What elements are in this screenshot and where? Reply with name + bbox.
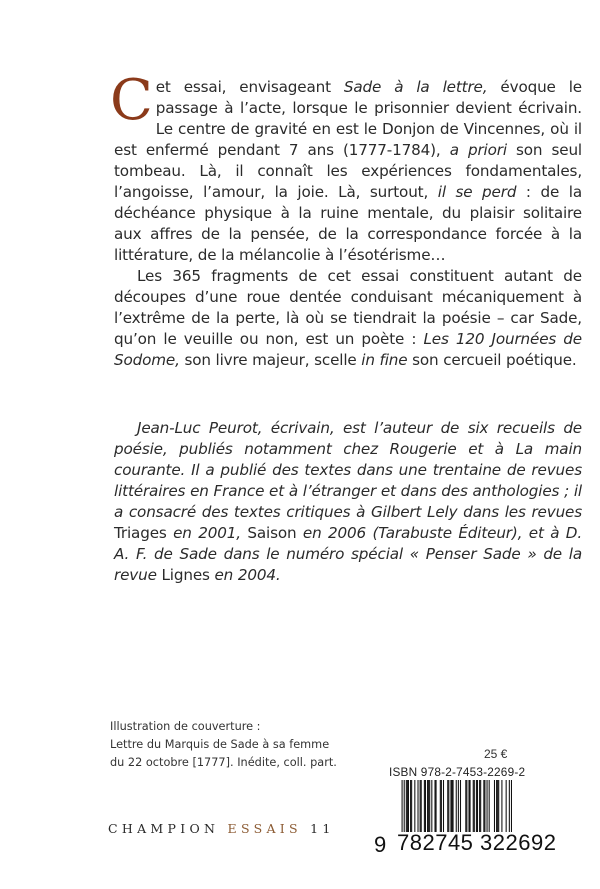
summary-paragraph-2 xyxy=(114,266,582,371)
bio-segment: Triages xyxy=(114,524,167,542)
publisher-name: CHAMPION xyxy=(108,821,220,836)
summary-p2-segment: son cercueil poétique. xyxy=(407,351,577,369)
summary-p1-segment: a priori xyxy=(449,141,507,159)
summary-p1-segment: son seul tombeau. Là, il connaît les expériences fondamentales, l’angoisse, l’amour, la joie. Là, surtout, xyxy=(114,141,582,201)
summary-p1-segment: Sade à la lettre, xyxy=(343,78,488,96)
author-bio-text xyxy=(114,418,582,586)
bio-segment: en 2001, xyxy=(166,524,248,542)
collection-name: ESSAIS xyxy=(227,821,302,836)
summary-p2-segment: Les 120 Journées de Sodome, xyxy=(114,330,582,369)
summary-p2-segment: in fine xyxy=(361,351,408,369)
cover-illustration-credits xyxy=(110,718,337,772)
credits-line-3: du 22 octobre [1777]. Inédite, coll. part. xyxy=(110,756,337,769)
credits-line-1: Illustration de couverture : xyxy=(110,720,261,733)
summary-p1-segment: et essai, envisageant xyxy=(155,78,344,96)
summary-paragraph-1 xyxy=(110,68,582,266)
series-number: 11 xyxy=(310,821,335,836)
back-cover-summary xyxy=(110,68,582,371)
drop-cap: C xyxy=(110,68,153,133)
author-bio xyxy=(114,418,582,586)
ean-first-digit: 9 xyxy=(374,832,387,857)
summary-p1-segment: : de la déchéance physique à la ruine mentale, du plaisir solitaire aux affres de la pensée, de la correspondance forcée à la littérature, de la mélancolie à l’ésotérisme… xyxy=(114,183,582,264)
credits-line-2: Lettre du Marquis de Sade à sa femme xyxy=(110,738,330,751)
bio-segment: Saison xyxy=(247,524,297,542)
bio-segment: en 2006 (Tarabuste Éditeur), et à D. A. F. de Sade dans le numéro spécial « Penser Sade » de la revue xyxy=(114,524,583,584)
bio-segment: Jean-Luc Peurot, écrivain, est l’auteur de six recueils de poésie, publiés notamment chez Rougerie et à La main courante. Il a publié des textes dans une trentaine de revues littéraires en France et à l’étranger et dans des anthologies ; il a consacré des textes critiques à Gilbert Lely dans les revues xyxy=(114,419,582,521)
price-label: 25 € xyxy=(484,747,508,761)
bio-segment: en 2004. xyxy=(209,566,281,584)
series-imprint xyxy=(108,821,335,836)
summary-p1-segment: il se perd xyxy=(437,183,517,201)
summary-paragraph-1-text xyxy=(114,78,582,264)
bio-segment: Lignes xyxy=(161,566,210,584)
summary-p2-segment: son livre majeur, scelle xyxy=(179,351,362,369)
ean-digits: 782745 322692 xyxy=(397,830,557,855)
summary-p1-segment: évoque le passage à l’acte, lorsque le prisonnier devient écrivain. Le centre de gravité en est le Donjon de Vincennes, où il est enfermé pendant 7 ans (1777-1784), xyxy=(114,78,582,159)
summary-p2-segment: Les 365 fragments de cet essai constituent autant de découpes d’une roue dentée conduisant mécaniquement à l’extrême de la perte, là où se tiendrait la poésie – car Sade, qu’on le veuille ou non, est un poète : xyxy=(114,267,582,348)
isbn-label: ISBN 978-2-7453-2269-2 xyxy=(389,765,526,779)
